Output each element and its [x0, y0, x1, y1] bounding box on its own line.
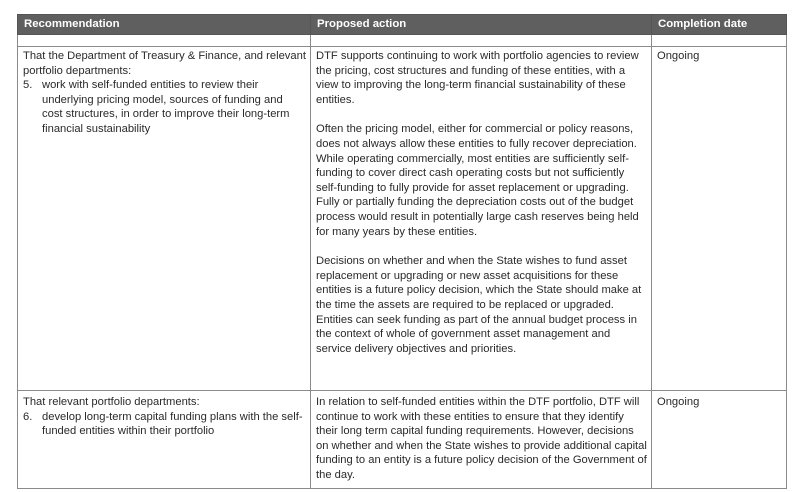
header-completion-date: Completion date	[652, 15, 787, 35]
table-row	[18, 391, 787, 489]
recommendation-number: 6.	[23, 410, 33, 423]
completion-date-cell: Ongoing	[652, 47, 787, 391]
recommendation-text: develop long-term capital funding plans with the self-funded entities within their portfolio	[42, 410, 303, 438]
completion-date-cell: Ongoing	[652, 391, 787, 489]
header-recommendation: Recommendation	[18, 15, 311, 35]
table-header	[18, 15, 787, 35]
action-paragraph: Decisions on whether and when the State wishes to fund asset replacement or upgrading or new asset acquisitions for these entities is a future policy decision, which the State should make at the time the assets are required to be replaced or upgraded. Entities can seek funding as part of the annual budget process in the context of whole of government asset management and service delivery objectives and priorities.	[316, 255, 642, 355]
recommendation-number: 5.	[23, 79, 33, 92]
spacer-row	[18, 35, 787, 47]
action-paragraph: In relation to self-funded entities within the DTF portfolio, DTF will continue to work with these entities to ensure that they identify their long term capital funding requirements. However, decisions on whether and when the State wishes to provide additional capital funding to an entity is a future policy decision of the Government of the day.	[316, 396, 647, 481]
action-paragraph: DTF supports continuing to work with portfolio agencies to review the pricing, cost structures and funding of these entities, with a view to improving the long-term financial sustainability of these entities.	[316, 50, 639, 106]
action-paragraph: Often the pricing model, either for commercial or policy reasons, does not always allow these entities to fully recover depreciation. While operating commercially, most entities are sufficiently self-funding to cover direct cash operating costs but not sufficiently self-funding to fully provide for asset replacement or upgrading. Fully or partially funding the depreciation costs out of the budget process would result in potentially large cash reserves being held for many years by these entities.	[316, 123, 639, 238]
table-row	[18, 47, 787, 391]
recommendation-item	[23, 410, 306, 439]
recommendation-intro: That the Department of Treasury & Finance, and relevant portfolio departments:	[23, 50, 306, 77]
recommendation-cell	[18, 47, 311, 391]
recommendation-cell	[18, 391, 311, 489]
recommendation-intro: That relevant portfolio departments:	[23, 396, 200, 408]
header-proposed-action: Proposed action	[311, 15, 652, 35]
proposed-action-cell	[311, 391, 652, 489]
recommendation-item	[23, 78, 306, 136]
proposed-action-cell	[311, 47, 652, 391]
recommendation-text: work with self-funded entities to review their underlying pricing model, sources of funding and cost structures, in order to improve their long-term financial sustainability	[42, 79, 290, 135]
recommendations-table	[17, 14, 787, 489]
